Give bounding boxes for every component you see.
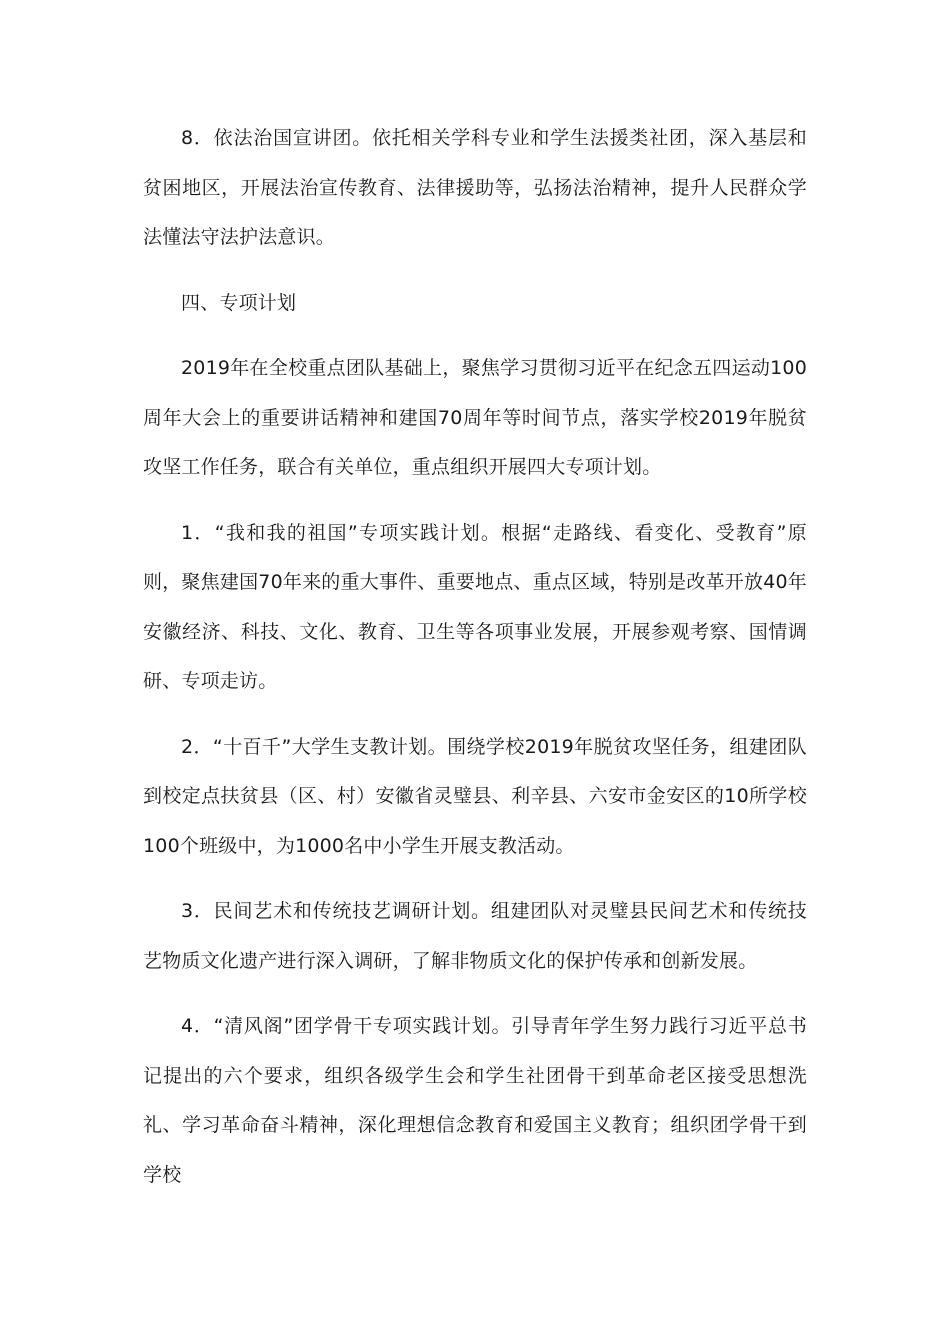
document-body [143, 114, 807, 1216]
paragraph-plan-3-folk-art: 3．民间艺术和传统技艺调研计划。组建团队对灵璧县民间艺术和传统技艺物质文化遗产进行深入调研，了解非物质文化的保护传承和创新发展。 [143, 900, 807, 972]
paragraph-plan-4-qingfengge: 4．“清风阁”团学骨干专项实践计划。引导青年学生努力践行习近平总书记提出的六个要求，组织各级学生会和学生社团骨干到革命老区接受思想洗礼、学习革命奋斗精神，深化理想信念教育和爱国主义教育；组织团学骨干到学校 [143, 1015, 807, 1186]
paragraph-special-plans-intro: 2019年在全校重点团队基础上，聚焦学习贯彻习近平在纪念五四运动100周年大会上的重要讲话精神和建国70周年等时间节点，落实学校2019年脱贫攻坚工作任务，联合有关单位，重点组织开展四大专项计划。 [143, 357, 807, 478]
paragraph-law-lecture-group: 8．依法治国宣讲团。依托相关学科专业和学生法援类社团，深入基层和贫困地区，开展法治宣传教育、法律援助等，弘扬法治精神，提升人民群众学法懂法守法护法意识。 [143, 127, 807, 248]
paragraph-plan-2-teaching: 2．“十百千”大学生支教计划。围绕学校2019年脱贫攻坚任务，组建团队到校定点扶贫县（区、村）安徽省灵璧县、利辛县、六安市金安区的10所学校100个班级中，为1000名中小学生开展支教活动。 [143, 735, 807, 857]
paragraph-plan-1-motherland: 1．“我和我的祖国”专项实践计划。根据“走路线、看变化、受教育”原则，聚焦建国70年来的重大事件、重要地点、重点区域，特别是改革开放40年安徽经济、科技、文化、教育、卫生等各项事业发展，开展参观考察、国情调研、专项走访。 [143, 521, 807, 692]
section-heading-special-plans: 四、专项计划 [181, 291, 297, 314]
